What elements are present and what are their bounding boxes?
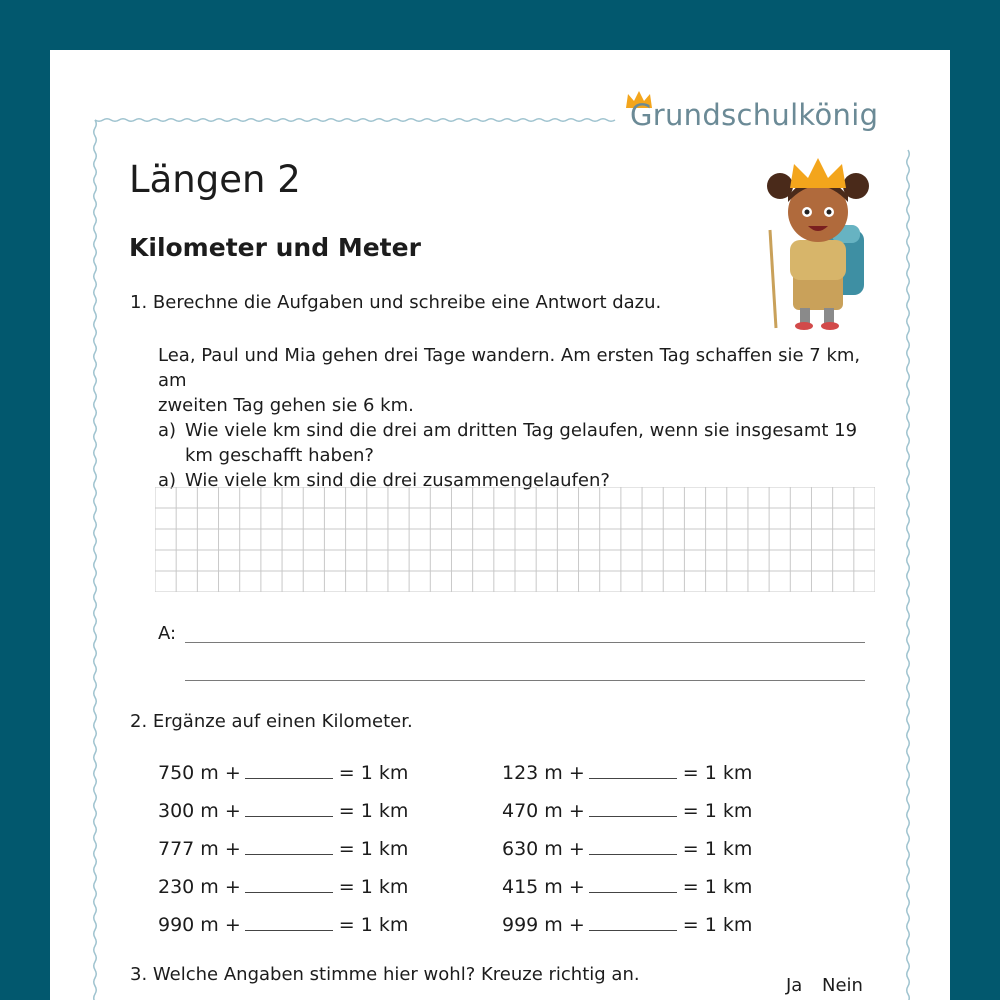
- yes-column-label: Ja: [786, 975, 803, 996]
- equation-result: = 1 km: [338, 838, 409, 860]
- equation-left: [158, 836, 408, 860]
- equation-right: [502, 798, 752, 822]
- equation-left: [158, 874, 408, 898]
- answer-label: A:: [158, 623, 177, 644]
- equation-left: [158, 912, 408, 936]
- equation-result: = 1 km: [682, 800, 753, 822]
- equation-result: = 1 km: [682, 762, 753, 784]
- equation-left: [158, 798, 408, 822]
- task-1-story: [158, 343, 878, 493]
- answer-blank[interactable]: [245, 798, 333, 817]
- page-title: Längen 2: [129, 158, 301, 201]
- calculation-grid[interactable]: [155, 487, 875, 592]
- sub-question-a: a) Wie viele km sind die drei am dritten Tag gelaufen, wenn sie insgesamt 19 km geschafft haben?: [158, 420, 858, 466]
- answer-blank[interactable]: [589, 798, 677, 817]
- equation-term: 123 m +: [502, 762, 585, 784]
- equation-result: = 1 km: [682, 914, 753, 936]
- equation-result: = 1 km: [338, 914, 409, 936]
- task-1-instruction: 1. Berechne die Aufgaben und schreibe eine Antwort dazu.: [130, 292, 662, 313]
- equation-left: [158, 760, 408, 784]
- answer-blank[interactable]: [589, 760, 677, 779]
- worksheet: [50, 50, 950, 1000]
- equation-right: [502, 874, 752, 898]
- hiker-girl-illustration: [758, 150, 878, 330]
- answer-blank[interactable]: [245, 760, 333, 779]
- equation-result: = 1 km: [682, 838, 753, 860]
- equation-result: = 1 km: [338, 762, 409, 784]
- equation-term: 415 m +: [502, 876, 585, 898]
- equation-term: 470 m +: [502, 800, 585, 822]
- equation-term: 777 m +: [158, 838, 241, 860]
- task-2-instruction: 2. Ergänze auf einen Kilometer.: [130, 711, 413, 732]
- equation-right: [502, 836, 752, 860]
- brand-logo: Grundschulkönig: [630, 98, 879, 132]
- answer-blank[interactable]: [245, 836, 333, 855]
- equation-term: 300 m +: [158, 800, 241, 822]
- sub-question-b: a) Wie viele km sind die drei zusammengelaufen?: [158, 470, 610, 491]
- answer-blank[interactable]: [589, 874, 677, 893]
- page-subtitle: Kilometer und Meter: [129, 233, 421, 262]
- no-column-label: Nein: [822, 975, 863, 996]
- equation-term: 750 m +: [158, 762, 241, 784]
- answer-line[interactable]: [185, 680, 865, 681]
- equation-right: [502, 760, 752, 784]
- equation-result: = 1 km: [338, 800, 409, 822]
- equation-result: = 1 km: [338, 876, 409, 898]
- equation-result: = 1 km: [682, 876, 753, 898]
- answer-blank[interactable]: [245, 874, 333, 893]
- task-3-instruction: 3. Welche Angaben stimme hier wohl? Kreuze richtig an.: [130, 964, 640, 985]
- answer-blank[interactable]: [589, 836, 677, 855]
- story-line: zweiten Tag gehen sie 6 km.: [158, 395, 414, 416]
- equation-term: 630 m +: [502, 838, 585, 860]
- equation-term: 230 m +: [158, 876, 241, 898]
- story-line: Lea, Paul und Mia gehen drei Tage wandern. Am ersten Tag schaffen sie 7 km, am: [158, 345, 861, 391]
- equation-term: 990 m +: [158, 914, 241, 936]
- answer-blank[interactable]: [589, 912, 677, 931]
- answer-line[interactable]: [185, 642, 865, 643]
- answer-blank[interactable]: [245, 912, 333, 931]
- equation-right: [502, 912, 752, 936]
- equation-term: 999 m +: [502, 914, 585, 936]
